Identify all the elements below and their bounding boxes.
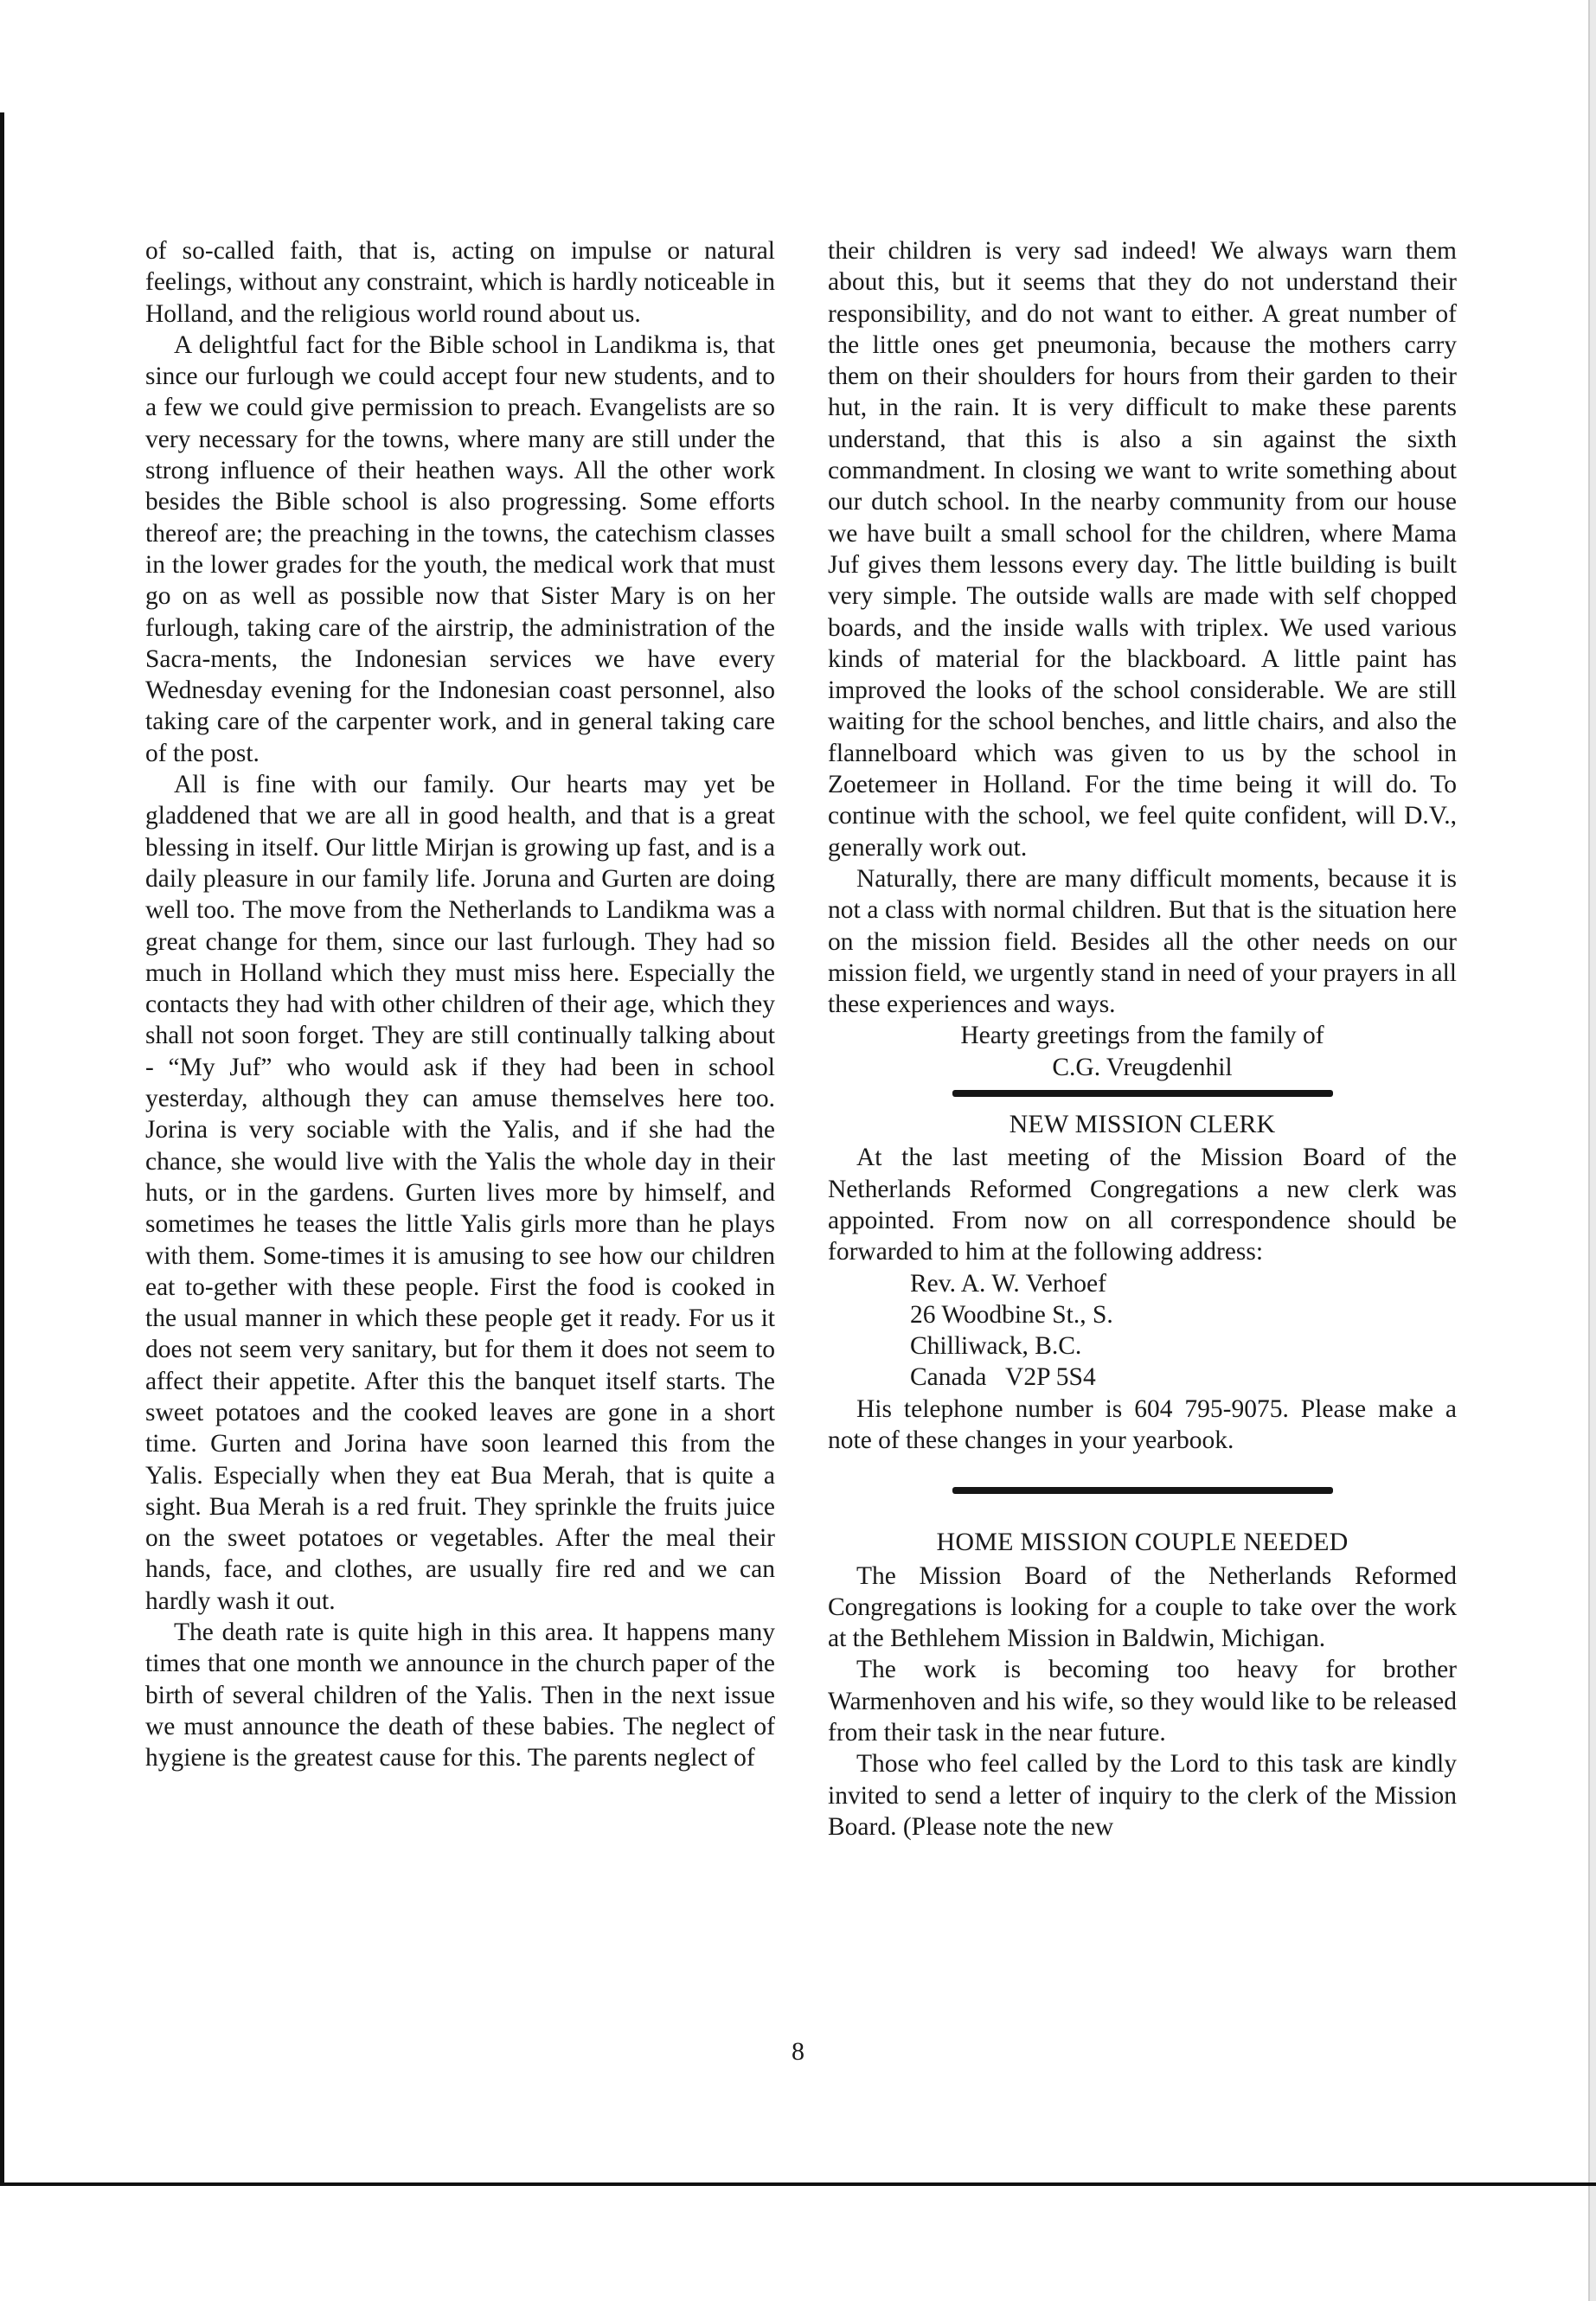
left-paragraph-3: All is fine with our family. Our hearts may yet be gladdened that we are all in good health, and that is a great blessing in itself. Our little Mirjan is growing up fast, and is a daily pleasure in our family life. Joruna and Gurten are doing well too. The move from the Netherlands to Landikma was a great change for them, since our last furlough. They had so much in Holland which they must miss here. Especially the contacts they had with other children of their age, which they shall not soon forget. They are still continually talking about - “My Juf” who would ask if they had been in school yesterday, although they can amuse themselves here too. Jorina is very sociable with the Yalis, and if she had the chance, she would live with the Yalis the whole day in their huts, or in the gardens. Gurten lives more by himself, and sometimes he teases the little Yalis girls more than he plays with them. Some-times it is amusing to see how our children eat to-gether with these people. First the food is cooked in the usual manner in which these people get it ready. For us it does not seem very sanitary, but for them it does not seem to affect their appetite. After this the banquet itself starts. The sweet potatoes and the cooked leaves are gone in a short time. Gurten and Jorina have soon learned this from the Yalis. Especially when they eat Bua Merah, that is quite a sight. Bua Merah is a red fruit. They sprinkle the fruits juice on the sweet potatoes or vegetables. After the meal their hands, face, and clothes, are usually fire red and we can hardly wash it out. — [145, 771, 775, 1615]
heading-new-mission-clerk: NEW MISSION CLERK — [1009, 1110, 1276, 1139]
address-line: Canada V2P 5S4 — [910, 1363, 1096, 1392]
section-divider-2 — [952, 1487, 1333, 1494]
page-number: 8 — [792, 2037, 804, 2066]
left-paragraph-1: of so-called faith, that is, acting on impulse or natural feelings, without any constraint, which is hardly noticeable in Holland, and the religious world round about us. — [145, 237, 775, 328]
left-paragraph-4: The death rate is quite high in this area. It happens many times that one month we announce in the church paper of the birth of several children of the Yalis. Then in the next issue we must announce the death of these babies. The neglect of hygiene is the greatest cause for this. The parents neglect of — [145, 1618, 775, 1772]
right-column — [828, 235, 1457, 1843]
address-line: Rev. A. W. Verhoef — [910, 1269, 1106, 1298]
greeting-signature: C.G. Vreugdenhil — [1052, 1053, 1233, 1081]
address-line: 26 Woodbine St., S. — [910, 1300, 1113, 1329]
couple-paragraph-2: The work is becoming too heavy for brother Warmenhoven and his wife, so they would like to be released from their task in the near future. — [828, 1656, 1457, 1747]
scan-border-left — [0, 112, 4, 2184]
scan-border-bottom — [0, 2182, 1596, 2186]
scan-border-right — [1588, 0, 1596, 2301]
couple-paragraph-3: Those who feel called by the Lord to this task are kindly invited to send a letter of inquiry to the clerk of the Mission Board. (Please note the new — [828, 1750, 1457, 1841]
left-paragraph-2: A delightful fact for the Bible school in Landikma is, that since our furlough we could accept four new students, and to a few we could give permission to preach. Evangelists are so very necessary for the towns, where many are still under the strong influence of their heathen ways. All the other work besides the Bible school is also progressing. Some efforts thereof are; the preaching in the towns, the catechism classes in the lower grades for the youth, the medical work that must go on as well as possible now that Sister Mary is on her furlough, taking care of the airstrip, the administration of the Sacra-ments, the Indonesian services we have every Wednesday evening for the Indonesian coast personnel, also taking care of the carpenter work, and in general taking care of the post. — [145, 330, 775, 767]
heading-home-mission-couple: HOME MISSION COUPLE NEEDED — [936, 1528, 1349, 1557]
right-paragraph-1: their children is very sad indeed! We always warn them about this, but it seems that they do not understand their responsibility, and do not want to either. A great number of the little ones get pneumonia, because the mothers carry them on their shoulders for hours from their garden to their hut, in the rain. It is very difficult to make these parents understand, that this is also a sin against the sixth commandment. In closing we want to write something about our dutch school. In the nearby community from our house we have built a small school for the children, where Mama Juf gives them lessons every day. The little building is built very simple. The outside walls are made with self chopped boards, and the inside walls with triplex. We used various kinds of material for the blackboard. A little paint has improved the looks of the school considerable. We are still waiting for the school benches, and little chairs, and also the flannelboard which was given to us by the school in Zoetemeer in Holland. For the time being it will do. To continue with the school, we feel quite confident, will D.V., generally work out. — [828, 237, 1457, 862]
address-line: Chilliwack, B.C. — [910, 1332, 1082, 1361]
couple-paragraph-1: The Mission Board of the Netherlands Reformed Congregations is looking for a couple to take over the work at the Bethlehem Mission in Baldwin, Michigan. — [828, 1561, 1457, 1653]
left-column — [145, 235, 775, 1774]
section-divider-1 — [952, 1090, 1333, 1097]
greeting-line-1: Hearty greetings from the family of — [960, 1022, 1324, 1050]
right-paragraph-2: Naturally, there are many difficult moments, because it is not a class with normal children. But that is the situation here on the mission field. Besides all the other needs on our mission field, we urgently stand in need of your prayers in all these experiences and ways. — [828, 864, 1457, 1019]
clerk-paragraph-2: His telephone number is 604 795-9075. Please make a note of these changes in your yearbook. — [828, 1394, 1457, 1454]
clerk-paragraph-1: At the last meeting of the Mission Board of the Netherlands Reformed Congregations a new clerk was appointed. From now on all correspondence should be forwarded to him at the following address: — [828, 1144, 1457, 1266]
clerk-address — [828, 1268, 1457, 1394]
